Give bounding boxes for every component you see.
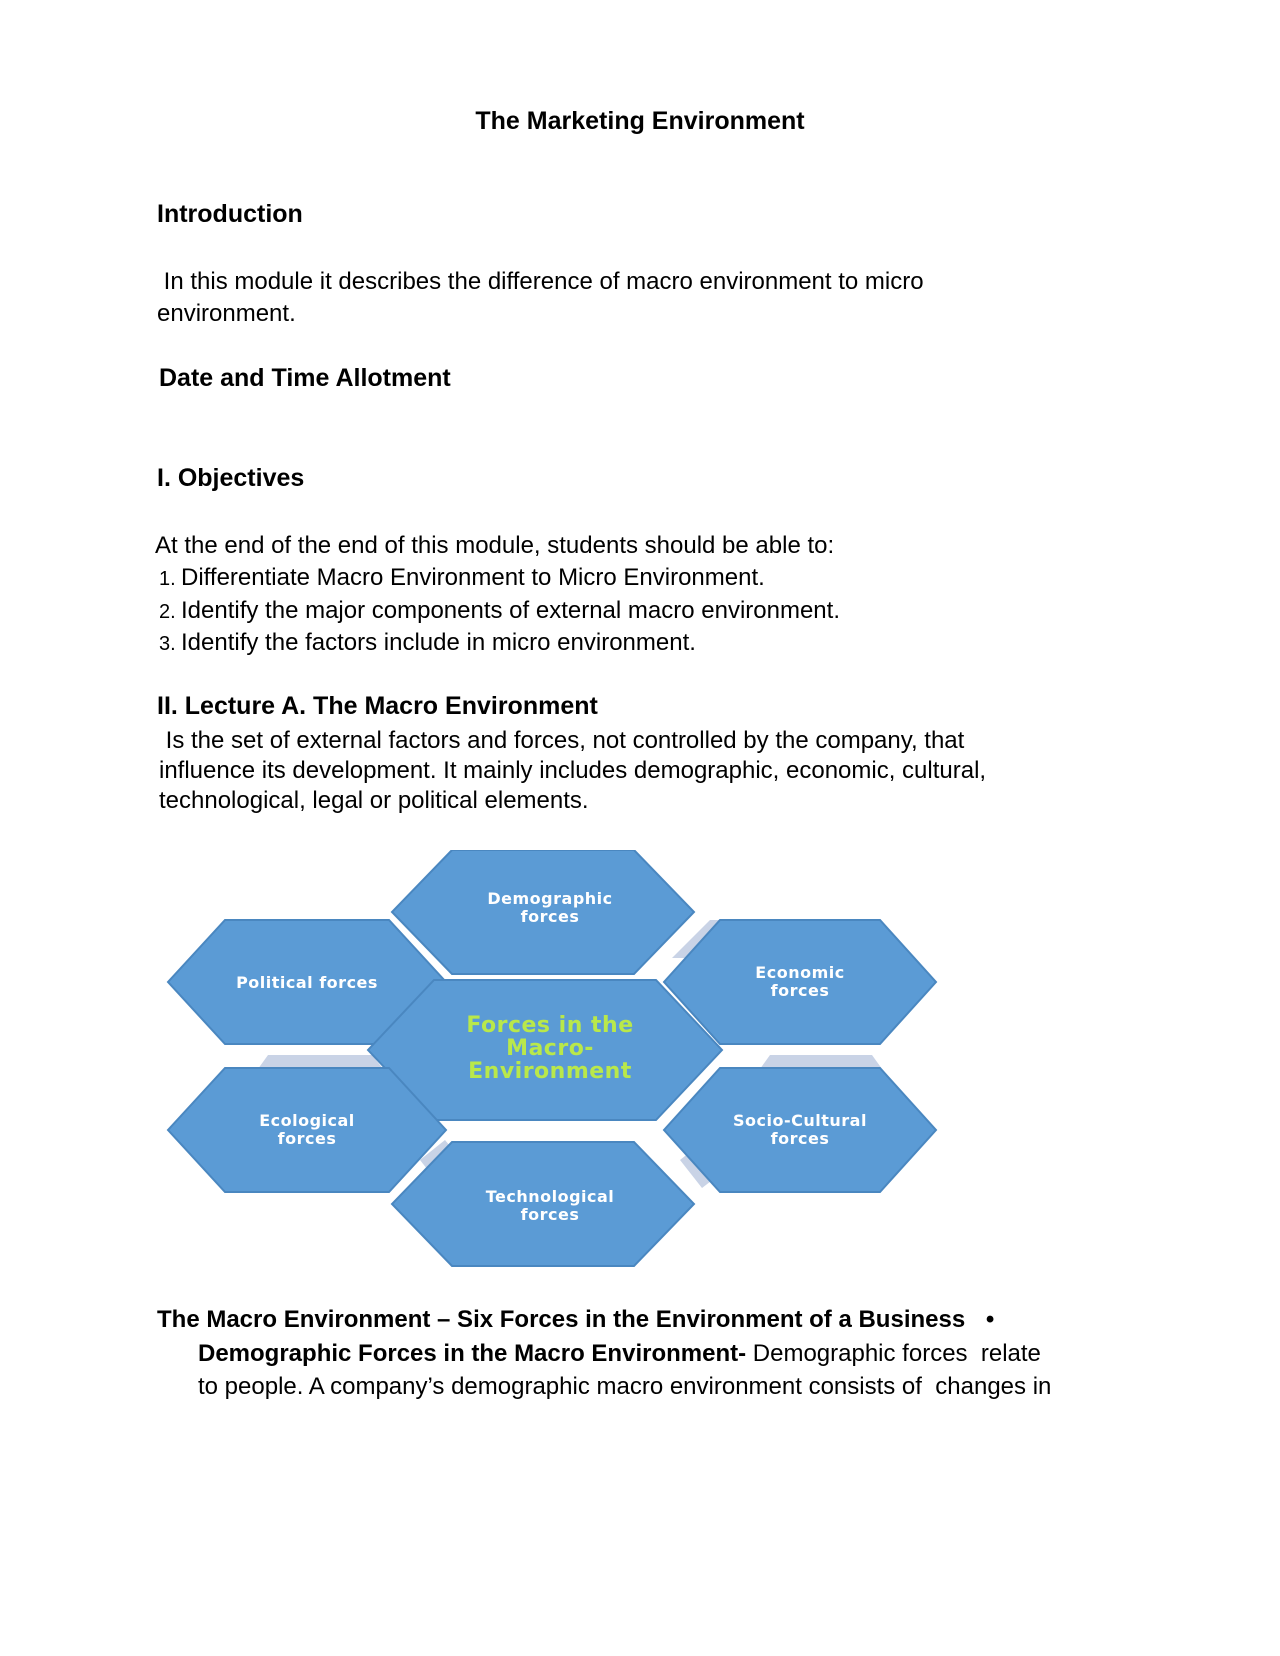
label-economic-2: forces <box>770 981 830 1000</box>
objective-text: Identify the major components of external macro environment. <box>181 597 840 624</box>
objective-number: 3. <box>159 633 176 655</box>
objective-number: 2. <box>159 601 176 623</box>
label-center-3: Environment <box>468 1059 632 1084</box>
objectives-heading: I. Objectives <box>157 464 305 492</box>
label-sociocultural-1: Socio-Cultural <box>733 1111 867 1130</box>
objective-text: Identify the factors include in micro environment. <box>181 629 696 656</box>
label-ecological-2: forces <box>277 1129 337 1148</box>
label-technological-1: Technological <box>485 1187 615 1206</box>
objective-item <box>159 564 765 592</box>
six-forces-heading-line <box>157 1304 994 1335</box>
lecture-heading: II. Lecture A. The Macro Environment <box>157 692 598 720</box>
six-forces-heading: The Macro Environment – Six Forces in the Environment of a Business <box>157 1306 966 1333</box>
bullet-icon: • <box>985 1306 995 1333</box>
label-demographic-2: forces <box>520 907 580 926</box>
macro-forces-svg <box>150 850 1010 1300</box>
macro-forces-diagram <box>150 850 1010 1300</box>
lecture-line-2: influence its development. It mainly includes demographic, economic, cultural, <box>159 757 987 784</box>
label-political-1: Political forces <box>236 973 378 992</box>
lecture-line-1: Is the set of external factors and forces, not controlled by the company, that <box>159 727 965 754</box>
lecture-line-3: technological, legal or political elements. <box>159 787 589 814</box>
label-demographic-1: Demographic <box>487 889 613 908</box>
label-technological-2: forces <box>520 1205 580 1224</box>
demographic-forces-line-2: to people. A company’s demographic macro environment consists of changes in <box>198 1373 1052 1400</box>
objective-item <box>159 629 696 657</box>
objective-text: Differentiate Macro Environment to Micro Environment. <box>181 564 765 591</box>
demographic-forces-text-1: Demographic forces relate <box>746 1340 1041 1367</box>
date-time-heading: Date and Time Allotment <box>159 364 451 392</box>
objective-number: 1. <box>159 568 176 590</box>
label-center-2: Macro- <box>506 1036 594 1061</box>
page-title: The Marketing Environment <box>475 107 805 135</box>
objective-item <box>159 597 840 625</box>
label-sociocultural-2: forces <box>770 1129 830 1148</box>
introduction-line-2: environment. <box>157 300 296 327</box>
objectives-lead: At the end of the end of this module, students should be able to: <box>155 532 835 559</box>
demographic-forces-line-1 <box>198 1338 1041 1369</box>
label-ecological-1: Ecological <box>259 1111 355 1130</box>
demographic-forces-heading: Demographic Forces in the Macro Environment- <box>198 1340 747 1367</box>
label-economic-1: Economic <box>755 963 845 982</box>
label-center-1: Forces in the <box>466 1013 634 1038</box>
introduction-heading: Introduction <box>157 200 303 228</box>
introduction-line-1: In this module it describes the difference of macro environment to micro <box>157 268 924 295</box>
